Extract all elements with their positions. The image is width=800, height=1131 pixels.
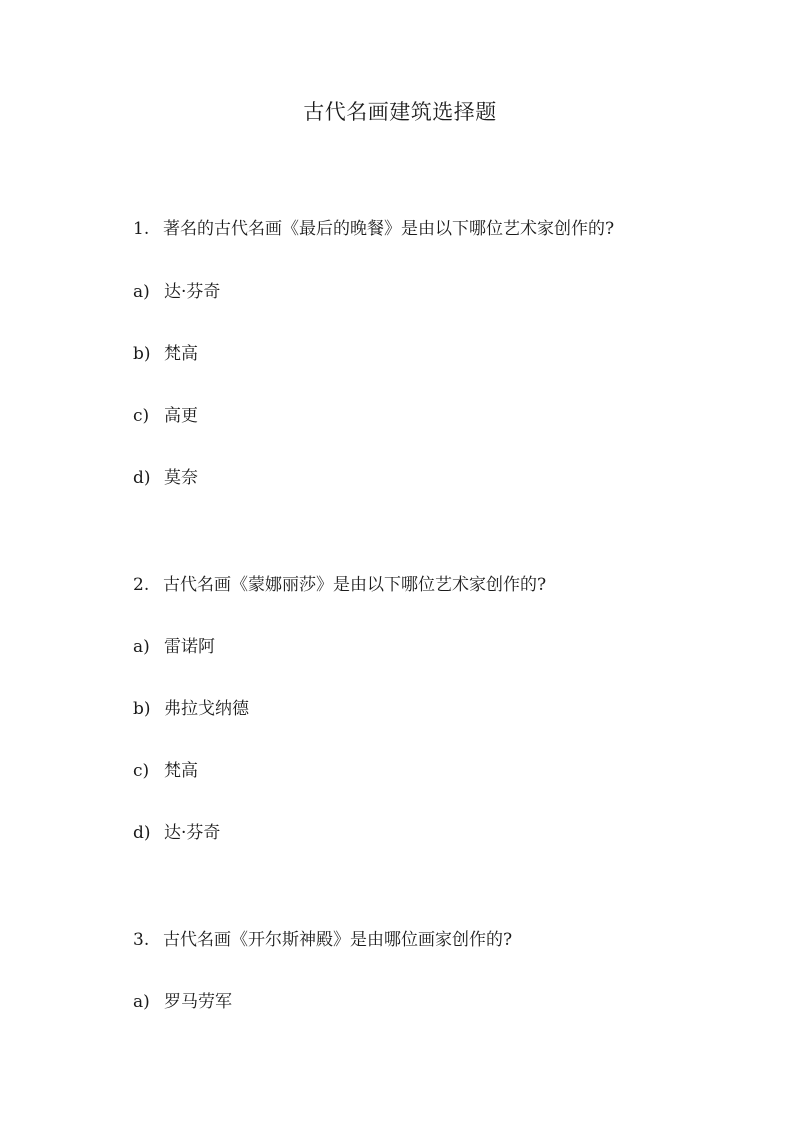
question-number: 1. [133, 219, 150, 239]
option-text: 梵高 [164, 344, 198, 364]
option-label: c) [133, 761, 150, 781]
option-1d [133, 464, 198, 492]
option-3a [133, 988, 232, 1016]
question-text: 著名的古代名画《最后的晚餐》是由以下哪位艺术家创作的? [163, 219, 615, 239]
option-text: 高更 [164, 406, 198, 426]
option-1b [133, 340, 198, 368]
option-text: 梵高 [164, 761, 198, 781]
question-text: 古代名画《蒙娜丽莎》是由以下哪位艺术家创作的? [163, 575, 547, 595]
question-1 [133, 215, 614, 243]
option-2d [133, 819, 220, 847]
option-label: b) [133, 699, 151, 719]
option-label: d) [133, 823, 151, 843]
question-number: 2. [133, 575, 150, 595]
option-label: d) [133, 468, 151, 488]
option-text: 达·芬奇 [164, 823, 221, 843]
document-title: 古代名画建筑选择题 [303, 100, 497, 124]
option-text: 弗拉戈纳德 [164, 699, 249, 719]
option-text: 莫奈 [164, 468, 198, 488]
option-2b [133, 695, 249, 723]
option-text: 罗马劳军 [164, 992, 232, 1012]
option-2c [133, 757, 198, 785]
question-2 [133, 571, 546, 599]
question-text: 古代名画《开尔斯神殿》是由哪位画家创作的? [163, 930, 513, 950]
option-1c [133, 402, 198, 430]
question-number: 3. [133, 930, 150, 950]
option-label: c) [133, 406, 150, 426]
option-label: a) [133, 992, 150, 1012]
option-2a [133, 633, 215, 661]
option-text: 雷诺阿 [164, 637, 215, 657]
option-label: a) [133, 282, 150, 302]
option-text: 达·芬奇 [164, 282, 221, 302]
option-label: a) [133, 637, 150, 657]
question-3 [133, 926, 512, 954]
option-1a [133, 278, 220, 306]
option-label: b) [133, 344, 151, 364]
